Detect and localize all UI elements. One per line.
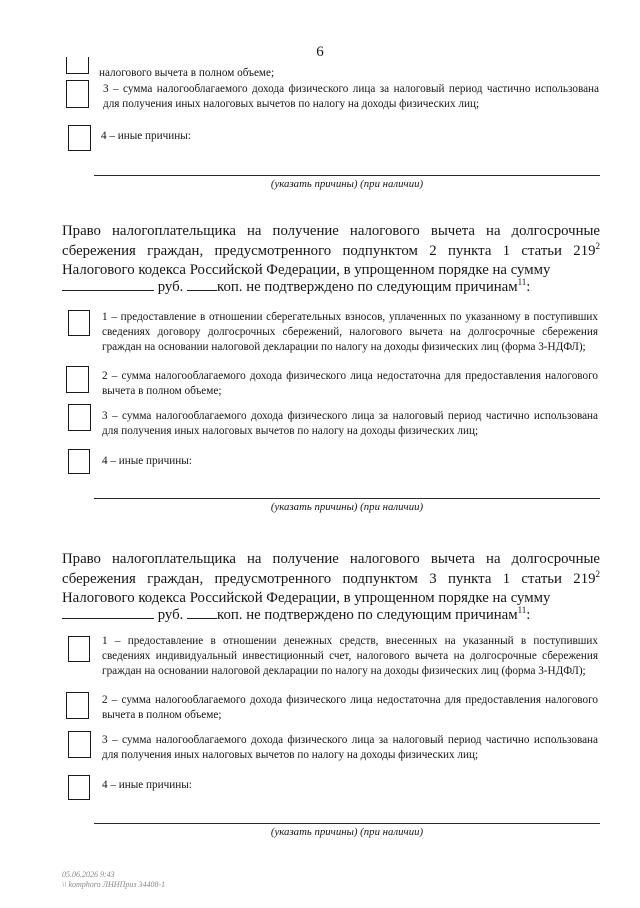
section2-reason-line bbox=[94, 498, 600, 499]
footer-timestamp: 05.06.2026 9:43 bbox=[62, 870, 115, 879]
section3-para-tail: Налогового кодекса Российской Федерации, в упрощенном порядке на сумму bbox=[62, 590, 551, 606]
section2-amount-line bbox=[62, 277, 600, 298]
top-reason-line bbox=[94, 175, 600, 176]
section3-item3-text: 3 – сумма налогооблагаемого дохода физического лица за налоговый период частично использована для получения иных налоговых вычетов по налогу на доходы физических лиц; bbox=[102, 734, 598, 762]
section2-para-main: Право налогоплательщика на получение налогового вычета на долгосрочные сбережения граждан, предусмотренного подпунктом 2 пункта 1 статьи 219 bbox=[62, 223, 600, 259]
top-item3-text: 3 – сумма налогооблагаемого дохода физического лица за налоговый период частично использована для получения иных налоговых вычетов по налогу на доходы физических лиц; bbox=[103, 83, 599, 111]
section2-colon: : bbox=[526, 279, 531, 295]
section2-footnote: 11 bbox=[517, 277, 527, 288]
section2-amount-rub-field[interactable] bbox=[62, 277, 154, 291]
checkbox-section2-item1[interactable] bbox=[68, 310, 90, 336]
page-number: 6 bbox=[316, 44, 324, 60]
footer-print-info bbox=[62, 870, 165, 890]
section3-para-sup: 2 bbox=[595, 568, 600, 579]
checkbox-section2-item4[interactable] bbox=[68, 449, 90, 474]
section2-para-sup: 2 bbox=[595, 240, 600, 251]
section2-rub-label: руб. bbox=[157, 279, 184, 295]
section3-para-main: Право налогоплательщика на получение налогового вычета на долгосрочные сбережения граждан, предусмотренного подпунктом 3 пункта 1 статьи 219 bbox=[62, 551, 600, 587]
section2-item4-text: 4 – иные причины: bbox=[102, 455, 192, 467]
section3-footnote: 11 bbox=[517, 605, 527, 616]
section2-item3-text: 3 – сумма налогооблагаемого дохода физического лица за налоговый период частично использована для получения иных налоговых вычетов по налогу на доходы физических лиц; bbox=[102, 410, 598, 438]
section2-paragraph bbox=[62, 222, 600, 281]
section3-item2-text: 2 – сумма налогооблагаемого дохода физического лица недостаточна для предоставления налогового вычета в полном объеме; bbox=[102, 694, 598, 722]
top-item4-text: 4 – иные причины: bbox=[101, 130, 191, 142]
section3-reason-line bbox=[94, 823, 600, 824]
checkbox-section3-item3[interactable] bbox=[68, 731, 91, 758]
checkbox-section2-item2[interactable] bbox=[66, 366, 89, 393]
checkbox-section3-item1[interactable] bbox=[68, 636, 90, 662]
checkbox-section3-item2[interactable] bbox=[66, 692, 89, 719]
section2-amount-kop-field[interactable] bbox=[187, 277, 217, 291]
section3-paragraph bbox=[62, 550, 600, 609]
section2-reason-caption: (указать причины) (при наличии) bbox=[270, 501, 424, 513]
checkbox-section3-item4[interactable] bbox=[68, 775, 90, 800]
section3-kop-text: коп. не подтверждено по следующим причинам bbox=[217, 607, 518, 623]
section3-item1-text: 1 – предоставление в отношении денежных средств, внесенных на указанный в поступивших сведениях индивидуальный инвестиционный счет, налогового вычета на долгосрочные сбережения граждан на основании налоговой декларации по налогу на доходы физических лиц (форма 3-НДФЛ); bbox=[102, 635, 598, 678]
checkbox-top-item4[interactable] bbox=[68, 125, 91, 151]
checkbox-top-item2[interactable] bbox=[66, 57, 89, 74]
section3-item4-text: 4 – иные причины: bbox=[102, 779, 192, 791]
checkbox-top-item3[interactable] bbox=[66, 80, 89, 108]
section2-item2-text: 2 – сумма налогооблагаемого дохода физического лица недостаточна для предоставления налогового вычета в полном объеме; bbox=[102, 370, 598, 398]
section3-amount-line bbox=[62, 605, 600, 626]
section2-kop-text: коп. не подтверждено по следующим причинам bbox=[217, 279, 518, 295]
section3-reason-caption: (указать причины) (при наличии) bbox=[270, 826, 424, 838]
checkbox-section2-item3[interactable] bbox=[68, 404, 91, 431]
top-reason-caption: (указать причины) (при наличии) bbox=[270, 178, 424, 190]
section2-item1-text: 1 – предоставление в отношении сберегательных взносов, уплаченных по указанному в поступивших сведениях договору долгосрочных сбережений, налогового вычета на долгосрочные сбережения граждан на основании налоговой декларации по налогу на доходы физических лиц (форма 3-НДФЛ); bbox=[102, 311, 598, 354]
section2-para-tail: Налогового кодекса Российской Федерации, в упрощенном порядке на сумму bbox=[62, 262, 551, 278]
section3-amount-kop-field[interactable] bbox=[187, 605, 217, 619]
footer-file-path: \\ komphoro ЛННПриз 34408-1 bbox=[62, 880, 166, 889]
section3-colon: : bbox=[526, 607, 531, 623]
section3-rub-label: руб. bbox=[157, 607, 184, 623]
top-item2-continuation: налогового вычета в полном объеме; bbox=[99, 67, 275, 79]
section3-amount-rub-field[interactable] bbox=[62, 605, 154, 619]
